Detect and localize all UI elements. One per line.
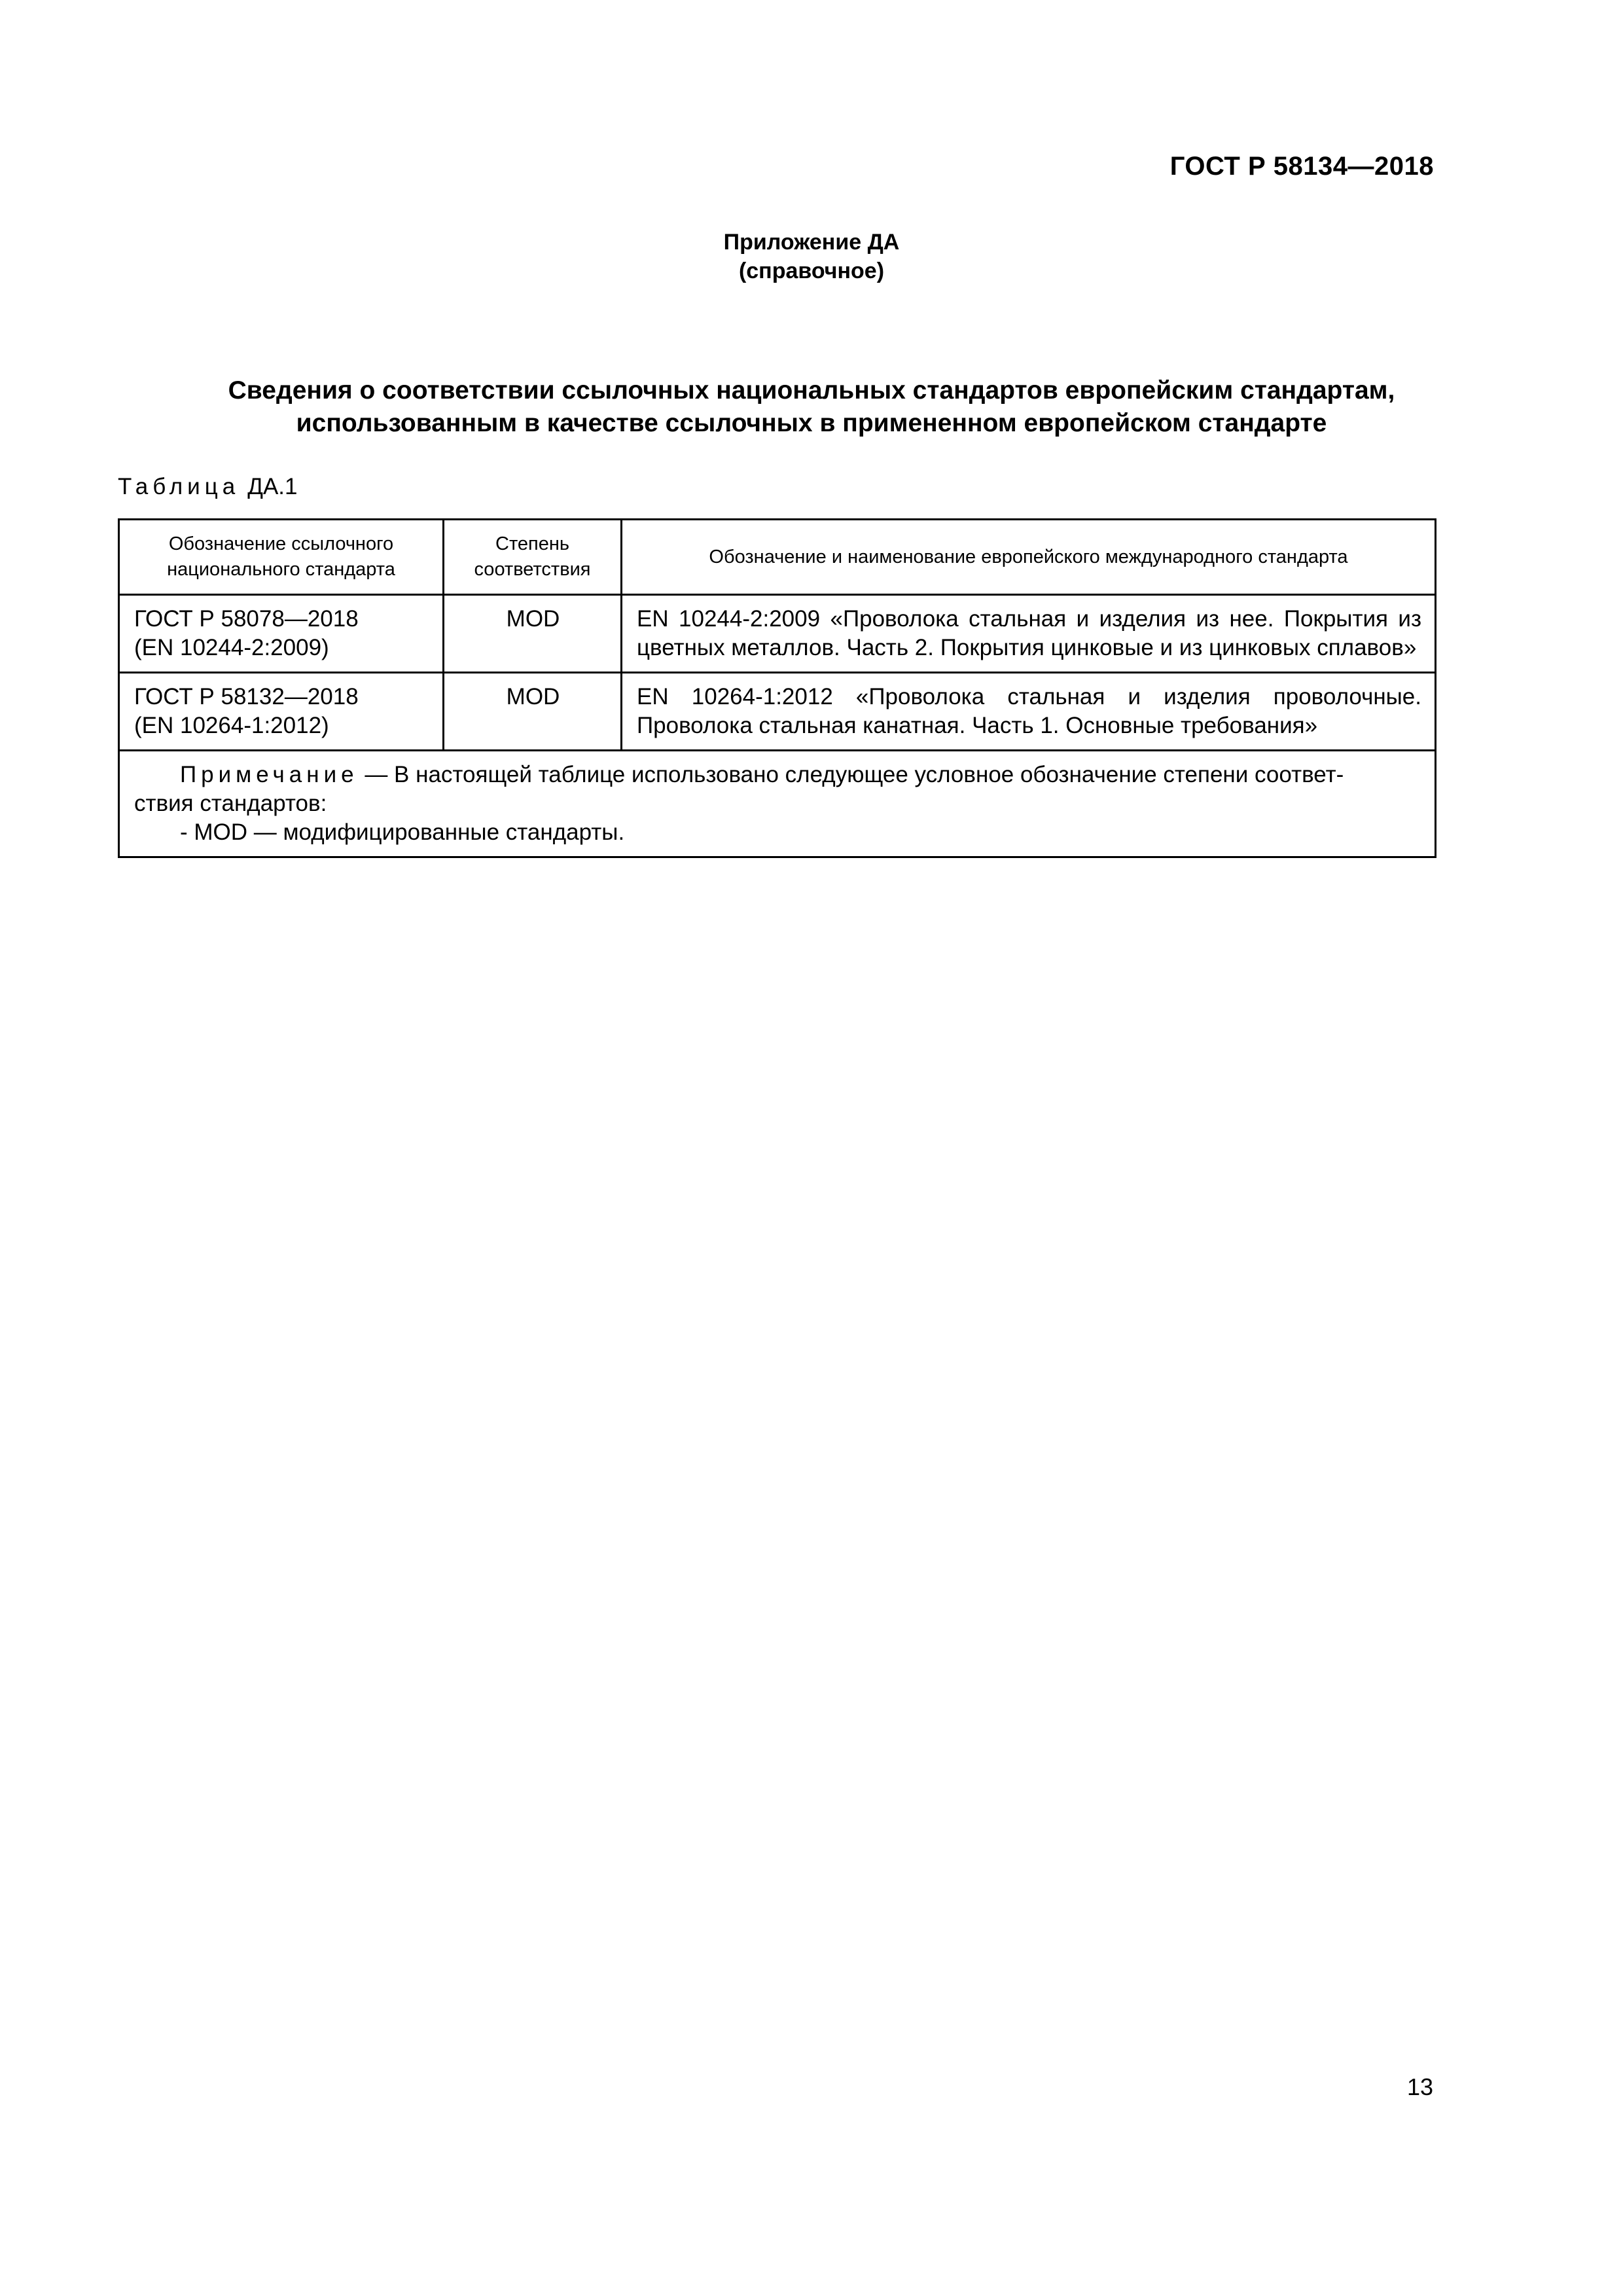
table-note-row [119,751,1436,857]
national-standard-code: ГОСТ Р 58078—2018 [134,606,359,632]
document-id: ГОСТ Р 58134—2018 [1169,152,1434,181]
european-standard-cell: EN 10244-2:2009 «Проволока стальная и изделия из нее. Покрытия из цветных металлов. Часть 2. Покрытия цинковые и из цинковых сплавов» [622,595,1436,673]
national-standard-code: ГОСТ Р 58132—2018 [134,684,359,709]
note-line-2: ствия стандартов: [134,791,327,816]
header-european-standard: Обозначение и наименование европейского международного стандарта [622,520,1436,595]
header-degree: Степень соответствия [444,520,622,595]
appendix-status: (справочное) [738,259,885,283]
table-header-row [119,520,1436,595]
table-row [119,673,1436,751]
table-caption [118,474,297,500]
national-standard-cell [119,673,444,751]
note-label: Примечание [180,762,359,787]
note-line-3: - MOD — модифицированные стандарты. [180,819,625,845]
section-title [0,374,1623,440]
standards-table [118,518,1436,858]
appendix-heading [0,228,1623,285]
appendix-title: Приложение ДА [723,230,900,255]
european-standard-cell: EN 10264-1:2012 «Проволока стальная и изделия проволочные. Проволока стальная канатная. Часть 1. Основные требования» [622,673,1436,751]
section-title-line-1: Сведения о соответствии ссылочных национальных стандартов европейским стандартам, [228,376,1395,404]
degree-cell: MOD [444,595,622,673]
national-standard-cell [119,595,444,673]
degree-cell: MOD [444,673,622,751]
note-line-1 [134,761,1421,789]
section-title-line-2: использованным в качестве ссылочных в примененном европейском стандарте [296,409,1327,437]
header-national-standard: Обозначение ссылочного национального стандарта [119,520,444,595]
note-text: — В настоящей таблице использовано следующее условное обозначение степени соответ- [358,762,1344,787]
table-caption-number: ДА.1 [247,474,298,499]
page-number: 13 [1406,2073,1433,2100]
table-caption-word: Таблица [118,474,240,499]
table-row [119,595,1436,673]
national-standard-equivalent: (EN 10244-2:2009) [134,635,329,660]
national-standard-equivalent: (EN 10264-1:2012) [134,713,329,738]
table-note [119,751,1436,857]
